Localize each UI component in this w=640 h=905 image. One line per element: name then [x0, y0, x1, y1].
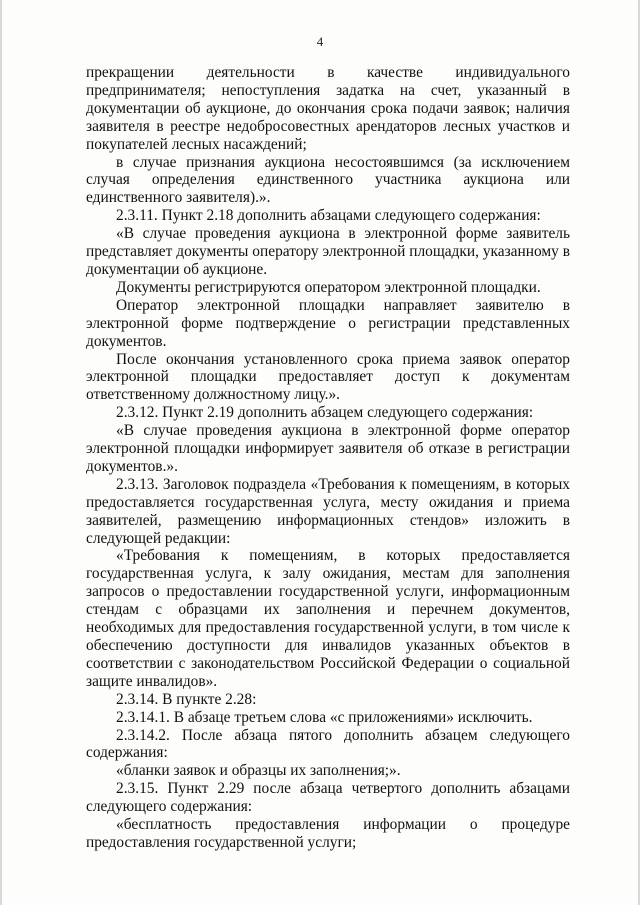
paragraph: прекращении деятельности в качестве индивидуального предпринимателя; непоступления задатка на счет, указанный в документации об аукционе, до окончания срока подачи заявок; наличия заявителя в реестре недобросовестных арендаторов лесных участков и покупателей лесных насаждений; [86, 64, 570, 153]
page-number: 4 [316, 34, 324, 49]
paragraph: 2.3.13. Заголовок подраздела «Требования к помещениям, в которых предоставляется государственная услуга, месту ожидания и приема заявителей, размещению информационных стендов» изложить в следующей редакции: [86, 475, 570, 547]
paragraph: «В случае проведения аукциона в электронной форме оператор электронной площадки информирует заявителя об отказе в регистрации документов.». [86, 422, 570, 475]
page-edge-left [0, 0, 2, 905]
paragraph: 2.3.14.2. После абзаца пятого дополнить абзацем следующего содержания: [86, 726, 570, 762]
paragraph: 2.3.15. Пункт 2.29 после абзаца четвертого дополнить абзацами следующего содержания: [86, 780, 570, 816]
paragraph: После окончания установленного срока приема заявок оператор электронной площадки предоставляет доступ к документам ответственному должностному лицу.». [86, 350, 570, 404]
paragraph: «бланки заявок и образцы их заполнения;». [116, 762, 401, 780]
paragraph: 2.3.14.1. В абзаце третьем слова «с приложениями» исключить. [116, 708, 533, 726]
paragraph: Документы регистрируются оператором электронной площадки. [116, 278, 541, 296]
paragraph: 2.3.14. В пункте 2.28: [116, 690, 257, 708]
paragraph: в случае признания аукциона несостоявшимся (за исключением случая определения единственного участника аукциона или единственного заявителя).». [86, 153, 570, 207]
paragraph: Оператор электронной площадки направляет заявителю в электронной форме подтверждение о регистрации представленных документов. [86, 296, 570, 350]
paragraph: 2.3.11. Пункт 2.18 дополнить абзацами следующего содержания: [116, 207, 541, 225]
paragraph: «бесплатность предоставления информации о процедуре предоставления государственной услуги; [86, 816, 570, 851]
document-body [86, 64, 570, 852]
paragraph: «В случае проведения аукциона в электронной форме заявитель представляет документы оператору электронной площадки, указанному в документации об аукционе. [86, 225, 570, 278]
paragraph: «Требования к помещениям, в которых предоставляется государственная услуга, к залу ожидания, местам для заполнения запросов о предоставлении государственной услуги, информационным стендам с образцами их заполнения и перечнем документов, необходимых для предоставления государственной услуги, в том числе к обеспечению доступности для инвалидов указанных объектов в соответствии с законодательством Российской Федерации о социальной защите инвалидов». [86, 547, 570, 690]
paragraph: 2.3.12. Пункт 2.19 дополнить абзацем следующего содержания: [116, 404, 534, 422]
